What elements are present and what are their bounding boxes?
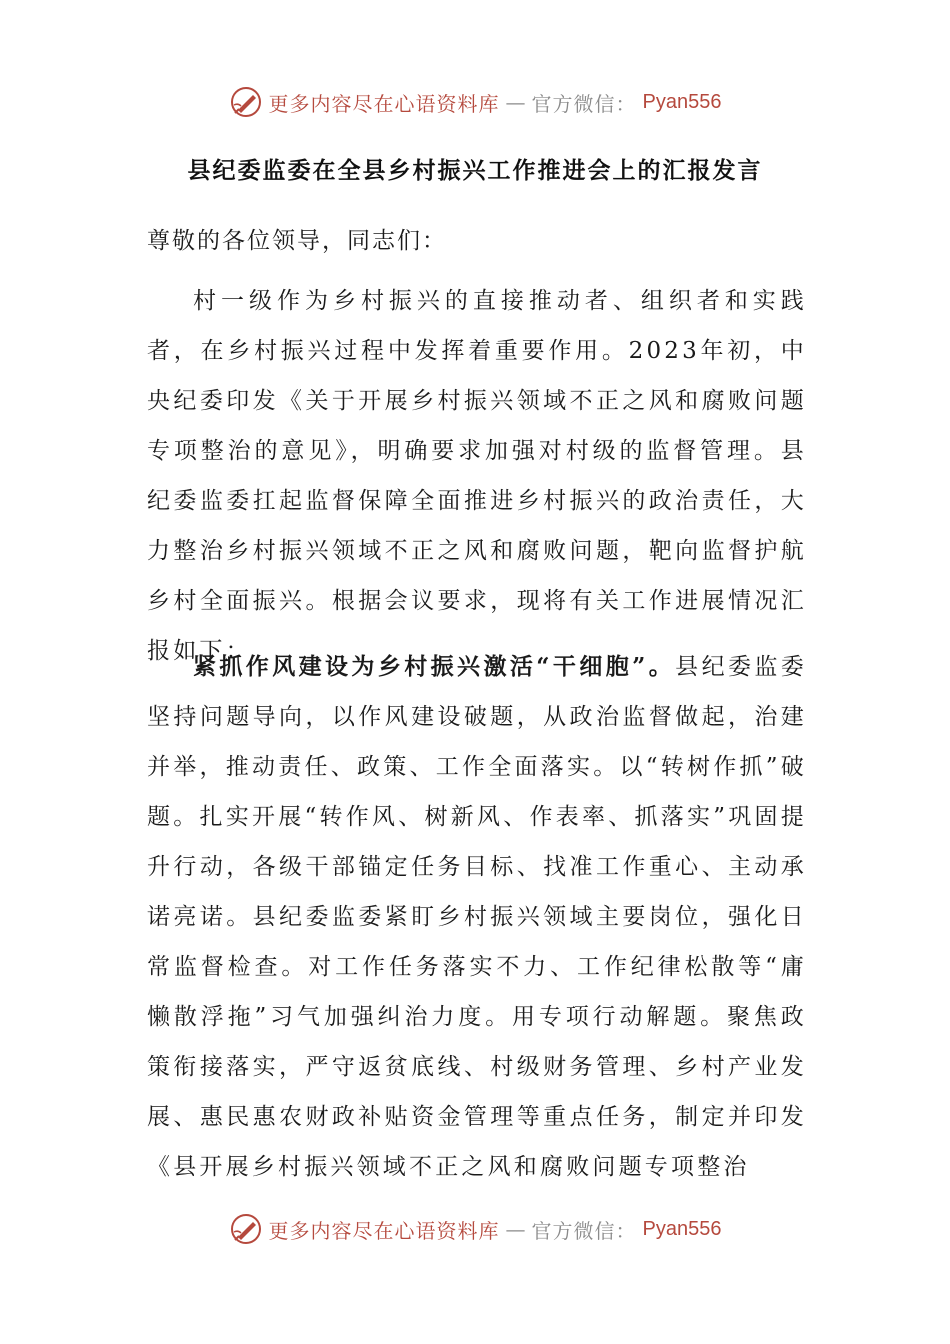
watermark-separator: — xyxy=(505,90,526,114)
watermark-separator: — xyxy=(505,1217,526,1241)
footer-watermark xyxy=(0,1209,950,1249)
paragraph-heading: 紧抓作风建设为乡村振兴激活“干细胞”。 xyxy=(193,653,676,680)
quill-pen-logo-icon xyxy=(229,1212,263,1246)
watermark-handle: Pyan556 xyxy=(642,90,722,113)
paragraph-body: 县纪委监委坚持问题导向，以作风建设破题，从政治监督做起，治建并举，推动责任、政策、工作全面落实。以“转树作抓”破题。扎实开展“转作风、树新风、作表率、抓落实”巩固提升行动，各级干部锚定任务目标、找准工作重心、主动承诺亮诺。县纪委监委紧盯乡村振兴领域主要岗位，强化日常监督检查。对工作任务落实不力、工作纪律松散等“庸懒散浮拖”习气加强纠治力度。用专项行动解题。聚焦政策衔接落实，严守返贫底线、村级财务管理、乡村产业发展、惠民惠农财政补贴资金管理等重点任务，制定并印发《县开展乡村振兴领域不正之风和腐败问题专项整治 xyxy=(147,654,807,1180)
watermark-handle: Pyan556 xyxy=(642,1217,722,1240)
quill-pen-logo-icon xyxy=(229,85,263,119)
salutation: 尊敬的各位领导，同志们： xyxy=(147,228,447,254)
paragraph-intro: 村一级作为乡村振兴的直接推动者、组织者和实践者，在乡村振兴过程中发挥着重要作用。2023年初，中央纪委印发《关于开展乡村振兴领域不正之风和腐败问题专项整治的意见》，明确要求加强对村级的监督管理。县纪委监委扛起监督保障全面推进乡村振兴的政治责任，大力整治乡村振兴领域不正之风和腐败问题，靶向监督护航乡村全面振兴。根据会议要求，现将有关工作进展情况汇报如下： xyxy=(147,288,807,664)
header-watermark xyxy=(0,82,950,122)
watermark-contact-label: 官方微信： xyxy=(531,1218,637,1243)
watermark-brand: 更多内容尽在心语资料库 xyxy=(268,91,500,116)
watermark-brand: 更多内容尽在心语资料库 xyxy=(268,1218,500,1243)
document-title: 县纪委监委在全县乡村振兴工作推进会上的汇报发言 xyxy=(187,157,763,184)
watermark-contact-label: 官方微信： xyxy=(531,91,637,116)
paragraph-style-building xyxy=(147,642,807,1192)
